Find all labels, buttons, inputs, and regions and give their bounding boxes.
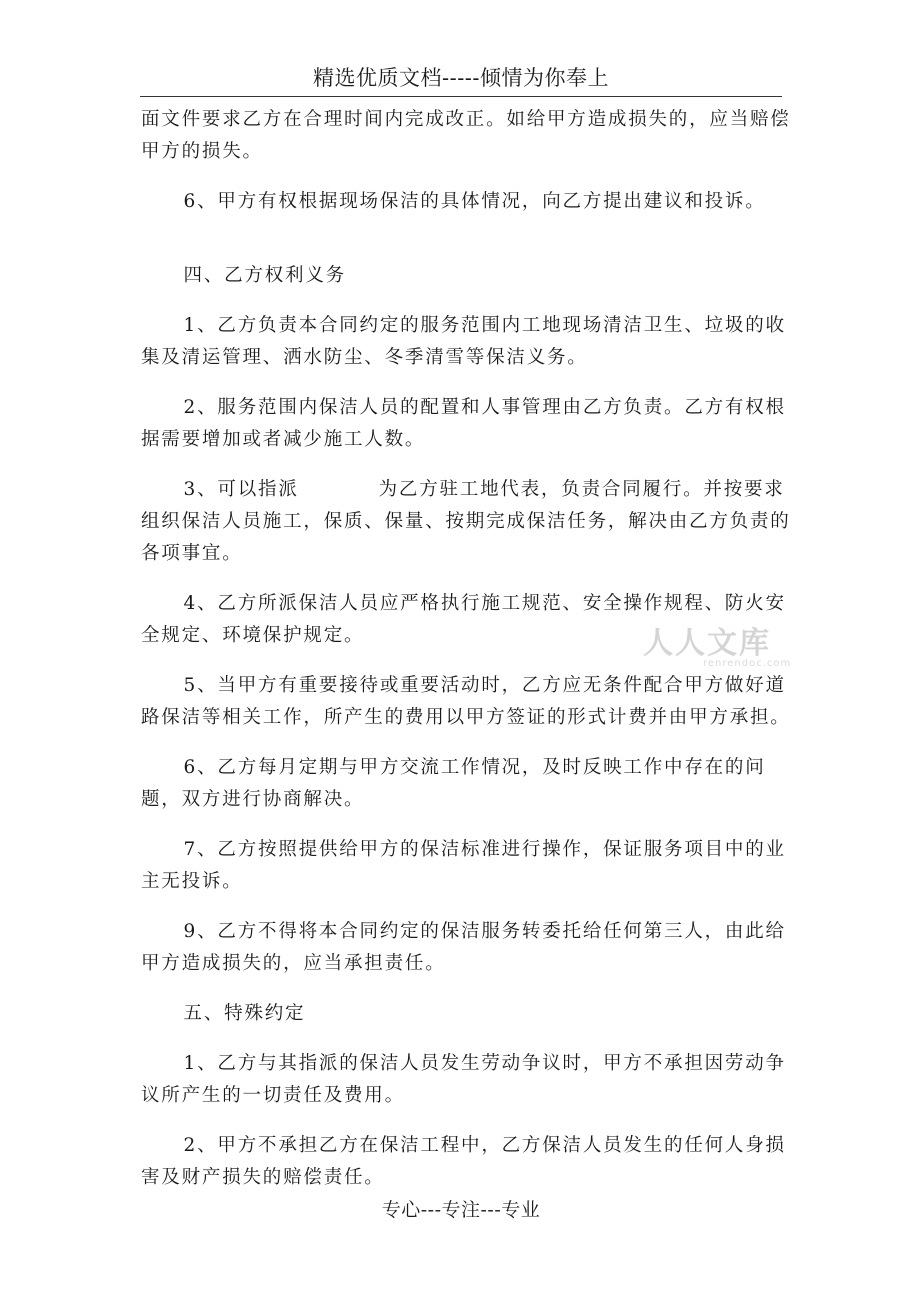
header-divider — [140, 96, 782, 97]
paragraph-clause-1: 1、乙方负责本合同约定的服务范围内工地现场清洁卫生、垃圾的收集及清运管理、洒水防尘、冬季清雪等保洁义务。 — [141, 315, 786, 368]
page-header: 精选优质文档-----倾情为你奉上 — [313, 66, 609, 90]
paragraph-clause-3 — [141, 474, 801, 570]
section-heading-party-b-rights: 四、乙方权利义务 — [183, 265, 346, 286]
watermark-text: 人人文库 — [643, 626, 771, 661]
paragraph-clause-6: 6、乙方每月定期与甲方交流工作情况，及时反映工作中存在的问题，双方进行协商解决。 — [141, 757, 766, 810]
paragraph-special-2: 2、甲方不承担乙方在保洁工程中，乙方保洁人员发生的任何人身损害及财产损失的赔偿责任。 — [141, 1135, 786, 1188]
paragraph-clause-7: 7、乙方按照提供给甲方的保洁标准进行操作，保证服务项目中的业主无投诉。 — [141, 839, 786, 892]
paragraph-special-1: 1、乙方与其指派的保洁人员发生劳动争议时，甲方不承担因劳动争议所产生的一切责任及费用。 — [141, 1053, 786, 1106]
watermark-logo — [643, 618, 792, 684]
paragraph-clause-9: 9、乙方不得将本合同约定的保洁服务转委托给任何第三人，由此给甲方造成损失的，应当承担责任。 — [141, 921, 786, 974]
paragraph-continuation: 面文件要求乙方在合理时间内完成改正。如给甲方造成损失的，应当赔偿甲方的损失。 — [141, 109, 791, 162]
clause-3-text-after: 为乙方驻工地代表，负责合同履行。并按要求组织保洁人员施工，保质、保量、按期完成保洁任务，解决由乙方负责的各项事宜。 — [141, 479, 791, 564]
clause-3-text-before: 3、可以指派 — [183, 479, 299, 500]
paragraph-clause-2: 2、服务范围内保洁人员的配置和人事管理由乙方负责。乙方有权根据需要增加或者减少施工人数。 — [141, 397, 786, 450]
paragraph-clause-4: 4、乙方所派保洁人员应严格执行施工规范、安全操作规程、防火安全规定、环境保护规定。 — [141, 593, 786, 646]
paragraph-clause-6-party-a: 6、甲方有权根据现场保洁的具体情况，向乙方提出建议和投诉。 — [183, 191, 766, 212]
page-footer: 专心---专注---专业 — [381, 1199, 541, 1221]
watermark-subtext: renrendoc.com — [703, 658, 792, 669]
section-heading-special-terms: 五、特殊约定 — [183, 1003, 306, 1024]
paragraph-clause-5: 5、当甲方有重要接待或重要活动时，乙方应无条件配合甲方做好道路保洁等相关工作，所产生的费用以甲方签证的形式计费并由甲方承担。 — [141, 675, 791, 728]
